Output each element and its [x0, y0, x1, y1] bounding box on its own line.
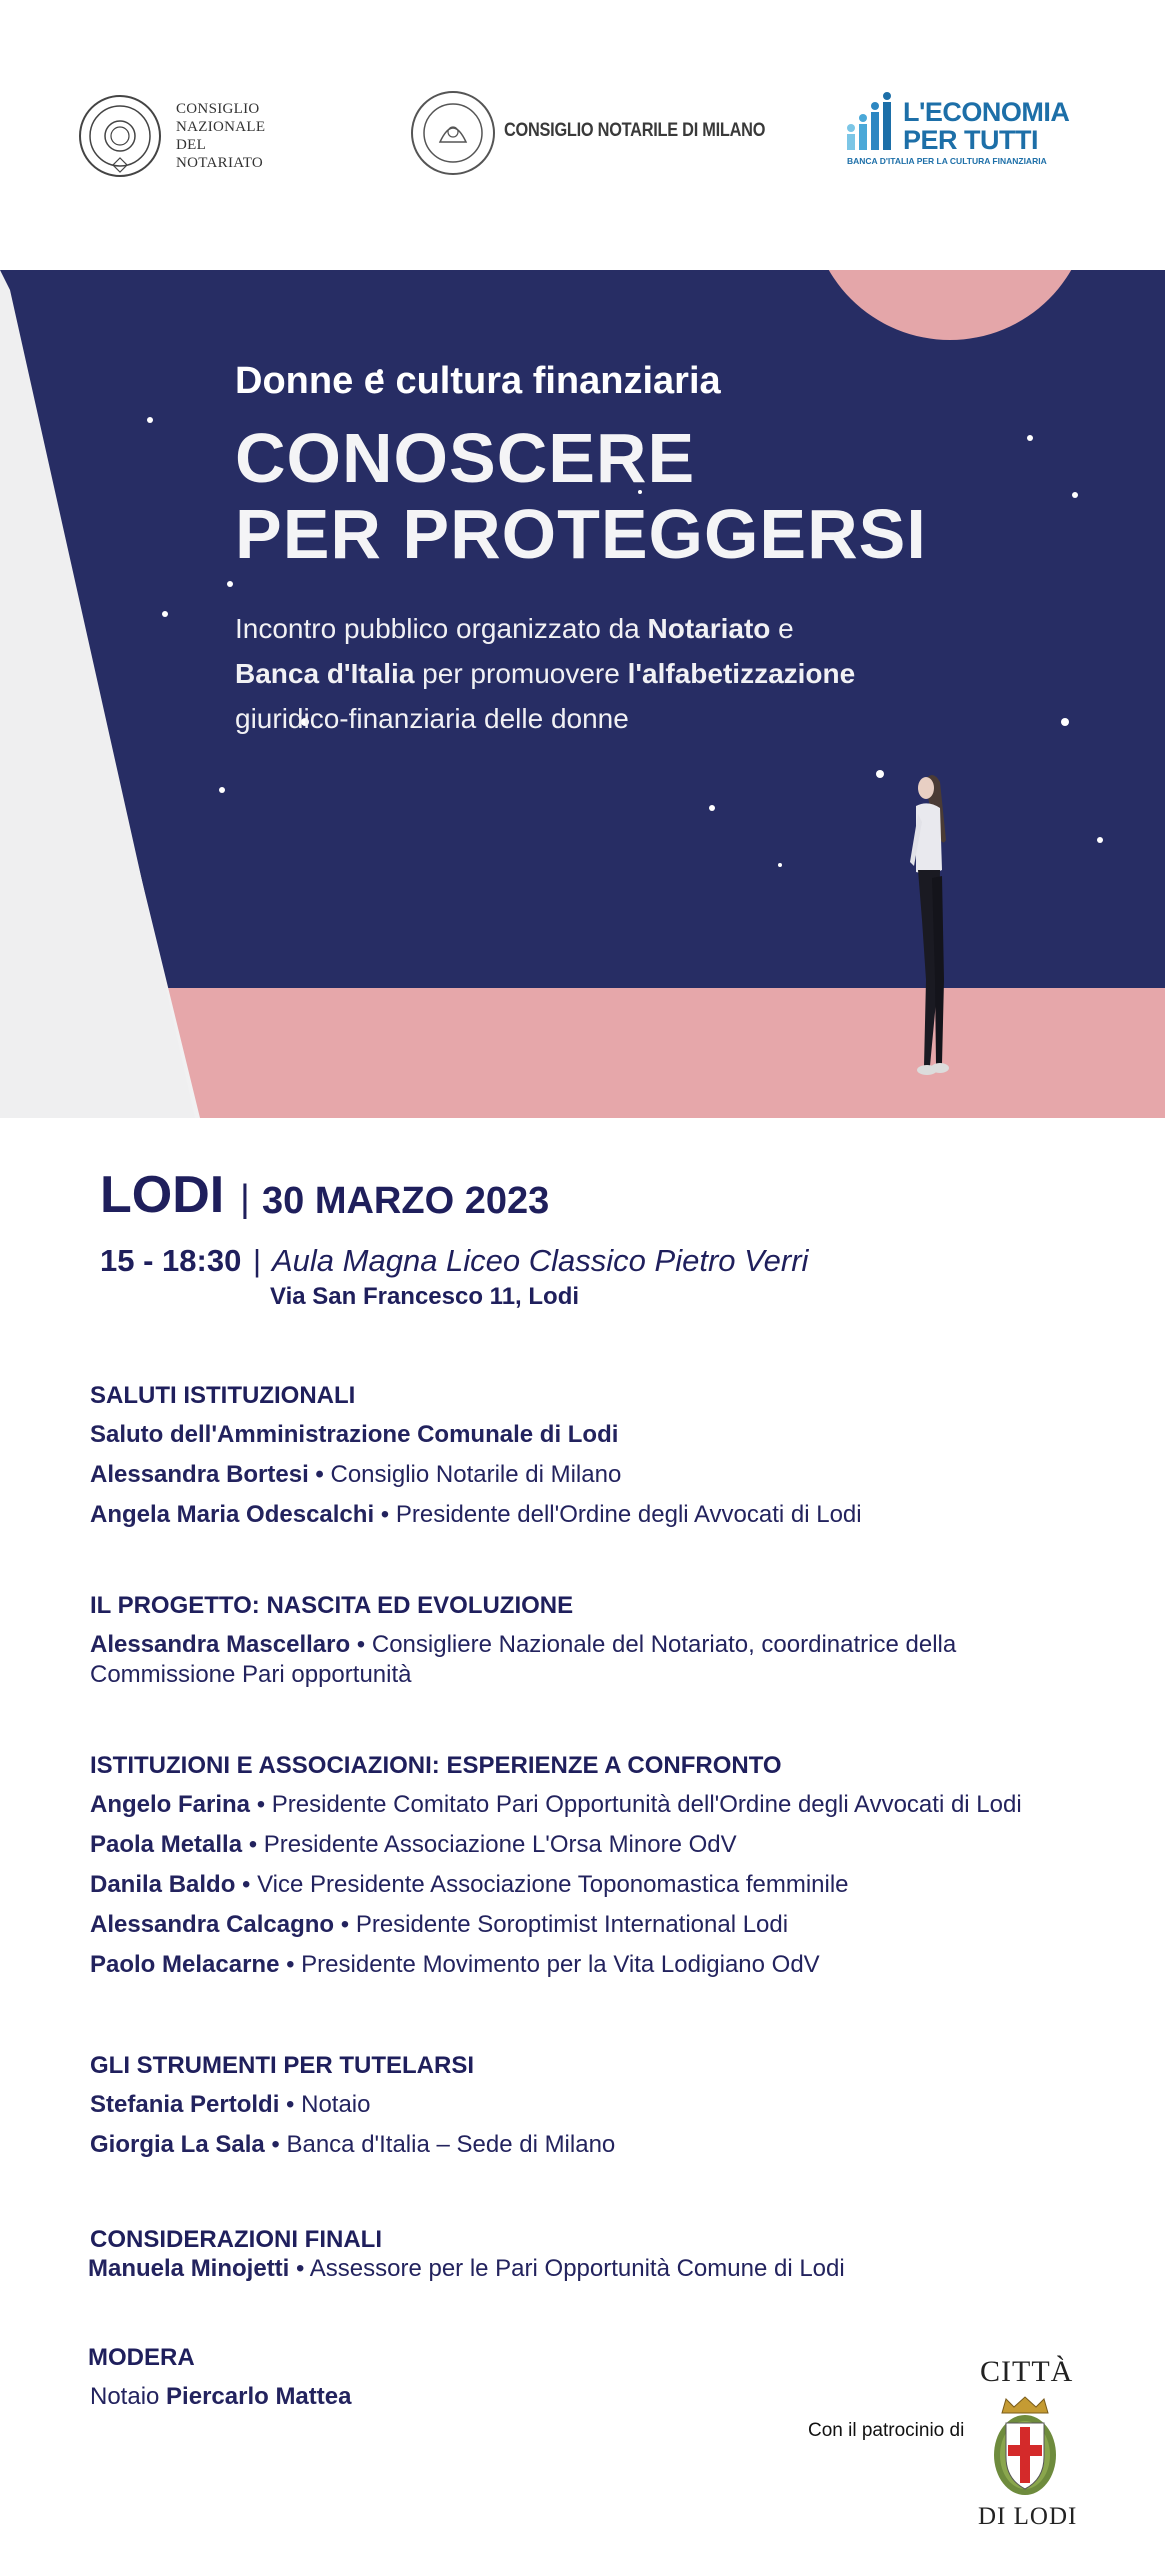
program-item [90, 1950, 1080, 1980]
speaker-role: • Consigliere Nazionale del Notariato, coordinatrice della Commissione Pari opportunità [90, 1631, 957, 1688]
ept-line1: L'ECONOMIA [903, 97, 1070, 127]
lead-text: per promuovere [414, 658, 628, 689]
speaker-name: Angela Maria Odescalchi [90, 1501, 375, 1528]
logo-consiglio-nazionale-notariato [78, 92, 268, 182]
program-item [88, 2254, 1078, 2284]
speaker-name: Alessandra Bortesi • [90, 1461, 324, 1488]
speaker-role: • Presidente dell'Ordine degli Avvocati di Lodi [374, 1501, 862, 1528]
lead-bold: Banca d'Italia [235, 658, 415, 689]
speaker-name: Danila Baldo [90, 1871, 236, 1898]
notariato-name-line: CONSIGLIO [176, 101, 260, 117]
program-item [90, 2090, 1080, 2120]
logo-citta-di-lodi [970, 2355, 1080, 2530]
lead-bold: Notariato [647, 613, 771, 644]
event-venue: Aula Magna Liceo Classico Pietro Verri [272, 1243, 809, 1278]
speaker-name: Stefania Pertoldi [90, 2091, 280, 2118]
section-title-progetto: IL PROGETTO: NASCITA ED EVOLUZIONE [90, 1592, 574, 1619]
bar-chart-icon [845, 92, 901, 164]
logo-consiglio-notarile-milano [410, 90, 766, 180]
lodi-coat-of-arms-icon [992, 2395, 1058, 2499]
program-item [90, 1870, 1080, 1900]
speaker-role: • Vice Presidente Associazione Toponomastica femminile [235, 1871, 849, 1898]
program-item [90, 1500, 1080, 1530]
lead-text: Incontro pubblico organizzato da [235, 613, 648, 644]
program-item [90, 2382, 1080, 2412]
speaker-name: Saluto dell'Amministrazione Comunale di Lodi [90, 1421, 619, 1448]
notarile-milano-seal-icon [410, 90, 496, 176]
logo-economia-per-tutti [845, 92, 1075, 172]
event-date: 30 MARZO 2023 [262, 1180, 550, 1222]
hero-lead-line: giuridico-finanziaria delle donne [235, 703, 629, 734]
event-address: Via San Francesco 11, Lodi [270, 1283, 580, 1310]
speaker-role: • Notaio [279, 2091, 371, 2118]
notariato-name [176, 100, 286, 172]
ept-line2: PER TUTTI [903, 125, 1038, 155]
notariato-name-line: NOTARIATO [176, 155, 264, 171]
notariato-name-line: NAZIONALE [176, 119, 266, 135]
section-title-modera: MODERA [88, 2344, 195, 2371]
hero-lead-line [235, 651, 995, 696]
lead-bold: l'alfabetizzazione [627, 658, 856, 689]
speaker-name: Manuela Minojetti [88, 2255, 290, 2282]
program-item [90, 1630, 1080, 1690]
program-item [90, 2130, 1080, 2160]
woman-figure-illustration [880, 770, 980, 1090]
program-item [90, 1790, 1080, 1820]
speaker-name: Alessandra Mascellaro [90, 1631, 351, 1658]
speaker-name: Angelo Farina [90, 1791, 251, 1818]
program-item [90, 1830, 1080, 1860]
section-title-saluti: SALUTI ISTITUZIONALI [90, 1382, 356, 1409]
speaker-name: Alessandra Calcagno [90, 1911, 335, 1938]
notariato-seal-icon [78, 94, 162, 178]
program-item [90, 1460, 1080, 1490]
hero-lead [235, 606, 995, 741]
speaker-role: • Presidente Associazione L'Orsa Minore OdV [242, 1831, 737, 1858]
event-time: 15 - 18:30 [100, 1243, 242, 1278]
notarile-milano-name: CONSIGLIO NOTARILE DI MILANO [504, 120, 766, 141]
event-separator: | [240, 1178, 250, 1220]
speaker-name: Paolo Melacarne [90, 1951, 280, 1978]
hero-kicker: Donne e cultura finanziaria [235, 360, 721, 402]
program-item [90, 1420, 1080, 1450]
speaker-name: Paola Metalla [90, 1831, 243, 1858]
patrocinio-label: Con il patrocinio di [808, 2420, 965, 2441]
crest-city-bottom: DI LODI [978, 2503, 1078, 2530]
event-city: LODI [100, 1166, 225, 1224]
speaker-role: • Presidente Soroptimist International Lodi [334, 1911, 789, 1938]
program-item [90, 1910, 1080, 1940]
lead-text: e [770, 613, 794, 644]
speaker-role: • Presidente Movimento per la Vita Lodigiano OdV [279, 1951, 820, 1978]
speaker-role: • Presidente Comitato Pari Opportunità dell'Ordine degli Avvocati di Lodi [250, 1791, 1022, 1818]
hero-lead-line [235, 606, 995, 651]
ept-subtitle: BANCA D'ITALIA PER LA CULTURA FINANZIARIA [847, 156, 1047, 166]
speaker-name: Giorgia La Sala [90, 2131, 265, 2158]
hero-title [235, 420, 927, 572]
notariato-name-line: DEL [176, 137, 207, 153]
speaker-role: • Assessore per le Pari Opportunità Comune di Lodi [289, 2255, 845, 2282]
speaker-role: Consiglio Notarile di Milano [323, 1461, 622, 1488]
section-title-istituzioni: ISTITUZIONI E ASSOCIAZIONI: ESPERIENZE A CONFRONTO [90, 1752, 782, 1779]
hero-title-line: CONOSCERE [235, 419, 696, 497]
crest-city-top: CITTÀ [980, 2355, 1074, 2388]
speaker-name: Piercarlo Mattea [166, 2383, 352, 2410]
section-title-strumenti: GLI STRUMENTI PER TUTELARSI [90, 2052, 474, 2079]
hero-title-line: PER PROTEGGERSI [235, 495, 927, 573]
section-title-considerazioni: CONSIDERAZIONI FINALI [90, 2226, 382, 2253]
hero-banner [0, 270, 1165, 1118]
speaker-role: • Banca d'Italia – Sede di Milano [264, 2131, 616, 2158]
event-separator: | [253, 1243, 262, 1278]
moderator-prefix: Notaio [90, 2383, 167, 2410]
